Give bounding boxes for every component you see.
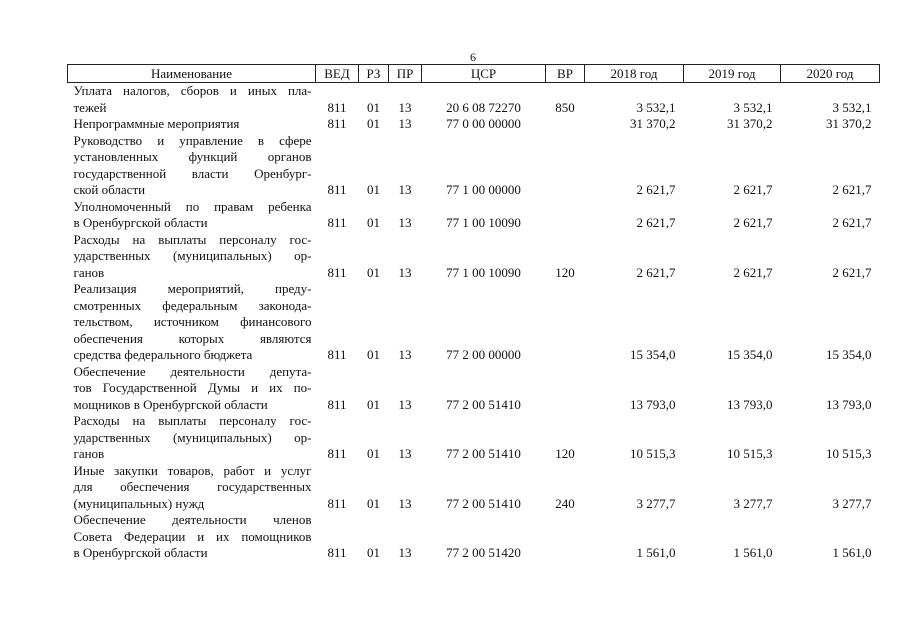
cell-csr: 77 2 00 51410 (446, 396, 521, 412)
cell-y2020: 3 277,7 (832, 495, 872, 511)
header-ved: ВЕД (316, 65, 359, 83)
row-name-line: Совета Федерации и их помощников (73, 528, 312, 544)
header-rz: РЗ (359, 65, 389, 83)
cell-pr: 13 (398, 264, 412, 280)
cell-y2020: 2 621,7 (832, 215, 872, 230)
row-name-line: ударственных (муниципальных) ор- (73, 248, 312, 263)
header-2019: 2019 год (684, 65, 781, 83)
cell-ved: 811 (327, 264, 347, 280)
cell-rz: 01 (367, 99, 380, 115)
cell-pr: 13 (398, 545, 412, 560)
cell-vr: 850 (555, 99, 575, 115)
cell-y2020: 3 532,1 (832, 99, 872, 115)
cell-y2019: 31 370,2 (727, 116, 773, 131)
cell-csr: 77 0 00 00000 (446, 116, 521, 131)
row-name-line: Обеспечение деятельности членов (73, 512, 312, 527)
header-vr: ВР (546, 65, 585, 83)
cell-y2020: 15 354,0 (826, 347, 872, 362)
cell-vr (546, 116, 585, 133)
cell-y2020: 2 621,7 (832, 182, 872, 197)
cell-ved: 811 (327, 99, 347, 115)
cell-y2018: 2 621,7 (636, 215, 676, 230)
header-csr: ЦСР (422, 65, 546, 83)
cell-csr: 20 6 08 72270 (446, 99, 521, 115)
row-name-line: Обеспечение деятельности депута- (73, 363, 312, 379)
cell-y2020: 10 515,3 (826, 446, 872, 461)
cell-y2019: 1 561,0 (733, 545, 773, 560)
cell-y2018: 3 277,7 (636, 495, 676, 511)
cell-vr: 120 (555, 264, 575, 280)
row-name-line: в Оренбургской области (73, 215, 208, 230)
table-row (68, 463, 880, 513)
cell-y2018: 10 515,3 (630, 446, 676, 461)
cell-vr (546, 512, 585, 562)
row-name-cell (68, 116, 316, 133)
row-name-cell (68, 281, 316, 364)
cell-y2020: 2 621,7 (832, 264, 872, 280)
header-pr: ПР (389, 65, 422, 83)
row-name-line: Руководство и управление в сфере (73, 132, 312, 148)
cell-pr: 13 (398, 495, 412, 511)
row-name-cell (68, 512, 316, 562)
row-name-line: ской области (73, 182, 146, 197)
cell-ved: 811 (327, 446, 347, 461)
cell-y2018: 2 621,7 (636, 182, 676, 197)
cell-y2018: 13 793,0 (630, 396, 676, 412)
cell-vr (546, 133, 585, 199)
table-row (68, 281, 880, 364)
cell-rz: 01 (367, 446, 380, 461)
cell-pr: 13 (398, 116, 412, 131)
cell-y2019: 2 621,7 (733, 182, 773, 197)
row-name-line: тельством, источником финансового (73, 314, 312, 329)
cell-y2018: 2 621,7 (636, 264, 676, 280)
cell-y2019: 13 793,0 (727, 396, 773, 412)
cell-y2019: 2 621,7 (733, 264, 773, 280)
row-name-line: Уполномоченный по правам ребенка (73, 198, 312, 214)
table-body (68, 83, 880, 562)
row-name-line: тежей (73, 99, 107, 115)
cell-pr: 13 (398, 446, 412, 461)
cell-csr: 77 2 00 51420 (446, 545, 521, 560)
row-name-line: обеспечения которых являются (73, 330, 312, 346)
cell-y2019: 3 277,7 (733, 495, 773, 511)
row-name-line: смотренных федеральным законода- (73, 297, 312, 313)
cell-pr: 13 (398, 182, 412, 197)
row-name-cell (68, 463, 316, 513)
table-row (68, 364, 880, 414)
cell-y2019: 15 354,0 (727, 347, 773, 362)
cell-vr (546, 281, 585, 364)
cell-rz: 01 (367, 264, 380, 280)
cell-y2020: 31 370,2 (826, 116, 872, 131)
table-row (68, 512, 880, 562)
row-name-line: тов Государственной Думы и их по- (73, 380, 312, 395)
cell-pr: 13 (398, 215, 412, 230)
row-name-line: для обеспечения государственных (73, 479, 312, 494)
table-row (68, 232, 880, 282)
row-name-cell (68, 199, 316, 232)
cell-csr: 77 1 00 00000 (446, 182, 521, 197)
row-name-line: Расходы на выплаты персоналу гос- (73, 231, 312, 247)
row-name-line: мощников в Оренбургской области (73, 396, 268, 412)
header-2020: 2020 год (781, 65, 880, 83)
row-name-cell (68, 133, 316, 199)
cell-y2019: 2 621,7 (733, 215, 773, 230)
cell-pr: 13 (398, 99, 412, 115)
row-name-cell (68, 413, 316, 463)
cell-csr: 77 1 00 10090 (446, 215, 521, 230)
row-name-line: ганов (73, 264, 105, 280)
row-name-line: Реализация мероприятий, преду- (73, 281, 312, 296)
cell-y2018: 3 532,1 (636, 99, 676, 115)
table-header-row (68, 65, 880, 83)
row-name-line: в Оренбургской области (73, 545, 208, 560)
cell-csr: 77 2 00 51410 (446, 495, 521, 511)
row-name-line: Уплата налогов, сборов и иных пла- (73, 83, 312, 98)
row-name-line: (муниципальных) нужд (73, 495, 205, 511)
page-number: 6 (470, 50, 476, 64)
table-row (68, 83, 880, 117)
cell-ved: 811 (327, 215, 347, 230)
table-row (68, 199, 880, 232)
cell-pr: 13 (398, 396, 412, 412)
cell-ved: 811 (327, 545, 347, 560)
table-row (68, 133, 880, 199)
row-name-line: установленных функций органов (73, 149, 312, 164)
row-name-line: Непрограммные мероприятия (73, 116, 240, 131)
cell-y2020: 1 561,0 (832, 545, 872, 560)
cell-rz: 01 (367, 545, 380, 560)
cell-csr: 77 2 00 00000 (446, 347, 521, 362)
row-name-line: ганов (73, 446, 105, 461)
cell-csr: 77 1 00 10090 (446, 264, 521, 280)
header-name: Наименование (68, 65, 316, 83)
cell-pr: 13 (398, 347, 412, 362)
cell-y2019: 3 532,1 (733, 99, 773, 115)
table-row (68, 116, 880, 133)
cell-y2018: 15 354,0 (630, 347, 676, 362)
cell-vr (546, 199, 585, 232)
cell-rz: 01 (367, 182, 380, 197)
cell-vr: 120 (555, 446, 575, 461)
cell-ved: 811 (327, 347, 347, 362)
row-name-line: государственной власти Оренбург- (73, 165, 312, 181)
row-name-cell (68, 364, 316, 414)
cell-vr (546, 364, 585, 414)
row-name-cell (68, 232, 316, 282)
cell-y2018: 1 561,0 (636, 545, 676, 560)
row-name-line: Расходы на выплаты персоналу гос- (73, 413, 312, 428)
cell-vr: 240 (555, 495, 575, 511)
table-row (68, 413, 880, 463)
cell-rz: 01 (367, 396, 380, 412)
cell-rz: 01 (367, 347, 380, 362)
cell-ved: 811 (327, 396, 347, 412)
cell-ved: 811 (327, 182, 347, 197)
cell-csr: 77 2 00 51410 (446, 446, 521, 461)
cell-ved: 811 (327, 495, 347, 511)
row-name-line: ударственных (муниципальных) ор- (73, 429, 312, 445)
budget-table (67, 64, 880, 562)
cell-y2019: 10 515,3 (727, 446, 773, 461)
cell-y2018: 31 370,2 (630, 116, 676, 131)
cell-rz: 01 (367, 495, 380, 511)
cell-rz: 01 (367, 116, 380, 131)
header-2018: 2018 год (585, 65, 684, 83)
row-name-cell (68, 83, 316, 117)
cell-ved: 811 (327, 116, 347, 131)
row-name-line: средства федерального бюджета (73, 347, 253, 362)
row-name-line: Иные закупки товаров, работ и услуг (73, 462, 312, 478)
cell-y2020: 13 793,0 (826, 396, 872, 412)
cell-rz: 01 (367, 215, 380, 230)
